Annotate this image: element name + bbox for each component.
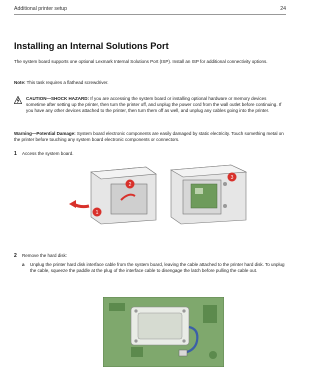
substep-letter: a [22, 262, 25, 267]
step-text: Access the system board. [22, 151, 74, 156]
callout-2-label: 2 [128, 182, 132, 188]
shock-hazard-icon [14, 96, 22, 104]
page-heading: Installing an Internal Solutions Port [14, 41, 169, 51]
substep-text: Unplug the printer hard disk interface cable from the system board, leaving the cable attached to the printer hard disk. To unplug the cable, squeeze the paddle at the plug of the interface cable to disengage the latch before pulling the cable out. [30, 262, 285, 274]
step-number: 2 [14, 253, 17, 259]
callout-1 [93, 208, 102, 217]
note-label: Note: [14, 80, 26, 85]
callout-1-label: 1 [95, 210, 99, 216]
callout-3-label: 3 [230, 175, 234, 181]
hard-disk-bracket [131, 307, 189, 345]
cable-plug [179, 350, 187, 356]
callout-3 [228, 173, 237, 182]
header-rule [14, 14, 286, 15]
step-number: 1 [14, 151, 17, 157]
warning-text: System board electronic components are easily damaged by static electricity. Touch something metal on the printer before touching any system board electronic components or connectors. [14, 131, 284, 143]
page-number: 24 [280, 6, 286, 12]
caution-label: CAUTION—SHOCK HAZARD: [26, 96, 89, 101]
hard-disk-cable-illustration [103, 297, 224, 367]
warning-paragraph [14, 131, 286, 144]
section-title: Additional printer setup [14, 6, 68, 12]
warning-label: Warning—Potential Damage: [14, 131, 76, 136]
note-paragraph [14, 80, 286, 86]
intro-paragraph: The system board supports one optional Lexmark Internal Solutions Port (ISP). Install an ISP for additional connectivity options. [14, 59, 268, 64]
note-text: This task requires a flathead screwdriver. [25, 80, 109, 85]
caution-text: If you are accessing the system board or installing optional hardware or memory devices sometime after setting up the printer, then turn the printer off, and unplug the power cord from the wall outlet before continuing. If you have any other devices attached to the printer, then turn them off as well, and unplug any cables going into the printer. [26, 96, 282, 113]
callout-2 [126, 180, 135, 189]
printer-left-view [69, 167, 156, 224]
step-text: Remove the hard disk: [22, 253, 68, 258]
caution-paragraph [26, 96, 286, 114]
system-board-access-illustration [61, 162, 254, 225]
